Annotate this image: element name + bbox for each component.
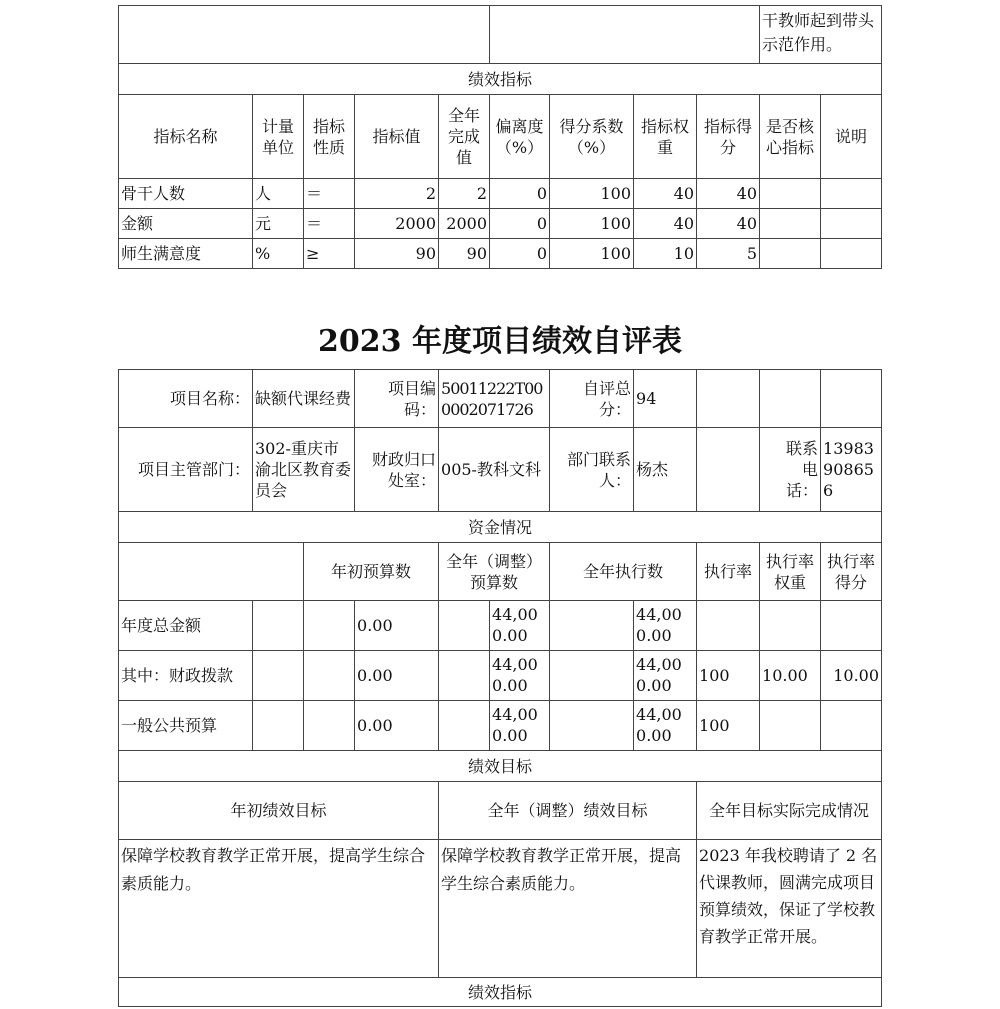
exec-rate-value xyxy=(697,601,760,651)
indicator-col-header: 指标得分 xyxy=(697,95,760,179)
empty-cell xyxy=(439,701,490,751)
empty-cell xyxy=(439,601,490,651)
indicator-cell: 元 xyxy=(253,209,304,239)
empty-cell xyxy=(697,428,760,512)
contact-value: 杨杰 xyxy=(634,428,697,512)
section-header-indicators-bottom: 绩效指标 xyxy=(119,978,882,1007)
prev-actual-text: 干教师起到带头示范作用。 xyxy=(760,6,882,64)
exec-score-value xyxy=(821,601,882,651)
col-executed: 全年执行数 xyxy=(550,543,697,601)
indicator-col-header: 说明 xyxy=(821,95,882,179)
funds-row-label: 其中：财政拨款 xyxy=(119,651,253,701)
indicator-cell xyxy=(821,209,882,239)
score-label: 自评总分： xyxy=(550,370,634,428)
exec-score-value xyxy=(821,701,882,751)
indicator-cell: 0 xyxy=(490,239,550,269)
section-header-indicators: 绩效指标 xyxy=(119,64,882,95)
executed-value: 44,000.00 xyxy=(634,701,697,751)
indicator-cell: 40 xyxy=(634,179,697,209)
indicator-cell xyxy=(760,179,821,209)
indicator-col-header: 全年完成值 xyxy=(439,95,490,179)
executed-value: 44,000.00 xyxy=(634,651,697,701)
indicator-cell: 骨干人数 xyxy=(119,179,253,209)
empty-cell xyxy=(550,601,634,651)
indicator-cell: ＝ xyxy=(304,209,355,239)
indicator-cell: 100 xyxy=(550,209,634,239)
initial-budget-value: 0.00 xyxy=(355,601,439,651)
indicator-col-header: 计量单位 xyxy=(253,95,304,179)
page-title: 2023 年度项目绩效自评表 xyxy=(318,324,682,359)
empty-cell xyxy=(697,370,760,428)
empty-cell xyxy=(253,651,304,701)
empty-cell xyxy=(304,601,355,651)
indicator-col-header: 是否核心指标 xyxy=(760,95,821,179)
adjusted-budget-value: 44,000.00 xyxy=(490,651,550,701)
indicator-cell: 90 xyxy=(439,239,490,269)
indicator-cell: ≥ xyxy=(304,239,355,269)
phone-label: 联系电话： xyxy=(760,428,821,512)
empty-cell xyxy=(304,701,355,751)
indicator-cell xyxy=(760,239,821,269)
indicator-cell: 0 xyxy=(490,209,550,239)
exec-score-value: 10.00 xyxy=(821,651,882,701)
empty-cell xyxy=(119,543,304,601)
indicator-cell: 0 xyxy=(490,179,550,209)
project-name-value: 缺额代课经费 xyxy=(253,370,355,428)
col-exec-rate: 执行率 xyxy=(697,543,760,601)
exec-weight-value xyxy=(760,601,821,651)
indicator-cell: ＝ xyxy=(304,179,355,209)
project-name-label: 项目名称： xyxy=(119,370,253,428)
exec-weight-value: 10.00 xyxy=(760,651,821,701)
initial-budget-value: 0.00 xyxy=(355,651,439,701)
indicator-cell: 10 xyxy=(634,239,697,269)
indicator-table-top xyxy=(118,5,882,269)
executed-value: 44,000.00 xyxy=(634,601,697,651)
empty-cell xyxy=(550,651,634,701)
indicator-cell: 5 xyxy=(697,239,760,269)
empty-cell xyxy=(550,701,634,751)
adjusted-budget-value: 44,000.00 xyxy=(490,701,550,751)
col-exec-score: 执行率得分 xyxy=(821,543,882,601)
indicator-cell xyxy=(821,179,882,209)
finance-value: 005-教科文科 xyxy=(439,428,550,512)
phone-value: 13983908656 xyxy=(821,428,882,512)
empty-cell xyxy=(253,601,304,651)
funds-row xyxy=(119,701,882,751)
col-actual-goal: 全年目标实际完成情况 xyxy=(697,782,882,840)
indicator-col-header: 指标性质 xyxy=(304,95,355,179)
indicator-row xyxy=(119,239,882,269)
indicator-cell: 2000 xyxy=(355,209,439,239)
indicator-row xyxy=(119,209,882,239)
empty-cell xyxy=(490,6,760,64)
funds-row xyxy=(119,601,882,651)
indicator-cell: % xyxy=(253,239,304,269)
initial-budget-value: 0.00 xyxy=(355,701,439,751)
dept-label: 项目主管部门： xyxy=(119,428,253,512)
contact-label: 部门联系人： xyxy=(550,428,634,512)
actual-goal-text: 2023 年我校聘请了 2 名代课教师，圆满完成项目预算绩效，保证了学校教育教学正常开展。 xyxy=(697,840,882,978)
initial-goal-text: 保障学校教育教学正常开展，提高学生综合素质能力。 xyxy=(119,840,439,978)
exec-weight-value xyxy=(760,701,821,751)
project-code-value: 50011222T000002071726 xyxy=(439,370,550,428)
indicator-cell: 金额 xyxy=(119,209,253,239)
empty-cell xyxy=(821,370,882,428)
section-header-funds: 资金情况 xyxy=(119,512,882,543)
indicator-cell: 2 xyxy=(439,179,490,209)
dept-value: 302-重庆市渝北区教育委员会 xyxy=(253,428,355,512)
funds-row xyxy=(119,651,882,701)
indicator-col-header: 得分系数（%） xyxy=(550,95,634,179)
empty-cell xyxy=(439,651,490,701)
score-value: 94 xyxy=(634,370,697,428)
exec-rate-value: 100 xyxy=(697,701,760,751)
indicator-cell: 40 xyxy=(634,209,697,239)
indicator-cell: 40 xyxy=(697,209,760,239)
indicator-cell xyxy=(760,209,821,239)
indicator-cell: 100 xyxy=(550,179,634,209)
indicator-cell: 40 xyxy=(697,179,760,209)
section-header-goals: 绩效目标 xyxy=(119,751,882,782)
funds-row-label: 年度总金额 xyxy=(119,601,253,651)
adjusted-goal-text: 保障学校教育教学正常开展，提高学生综合素质能力。 xyxy=(439,840,697,978)
col-initial-goal: 年初绩效目标 xyxy=(119,782,439,840)
indicator-cell: 人 xyxy=(253,179,304,209)
indicator-cell: 100 xyxy=(550,239,634,269)
indicator-cell: 90 xyxy=(355,239,439,269)
empty-cell xyxy=(760,370,821,428)
indicator-cell: 2000 xyxy=(439,209,490,239)
indicator-col-header: 指标权重 xyxy=(634,95,697,179)
indicator-col-header: 指标值 xyxy=(355,95,439,179)
funds-row-label: 一般公共预算 xyxy=(119,701,253,751)
indicator-cell xyxy=(821,239,882,269)
indicator-col-header: 指标名称 xyxy=(119,95,253,179)
exec-rate-value: 100 xyxy=(697,651,760,701)
indicator-cell: 师生满意度 xyxy=(119,239,253,269)
indicator-col-header: 偏离度（%） xyxy=(490,95,550,179)
project-code-label: 项目编码： xyxy=(355,370,439,428)
empty-cell xyxy=(253,701,304,751)
self-evaluation-table xyxy=(118,369,882,1007)
col-adjusted-goal: 全年（调整）绩效目标 xyxy=(439,782,697,840)
indicator-row xyxy=(119,179,882,209)
adjusted-budget-value: 44,000.00 xyxy=(490,601,550,651)
indicator-cell: 2 xyxy=(355,179,439,209)
col-adjusted-budget: 全年（调整）预算数 xyxy=(439,543,550,601)
col-exec-weight: 执行率权重 xyxy=(760,543,821,601)
empty-cell xyxy=(304,651,355,701)
col-initial-budget: 年初预算数 xyxy=(304,543,439,601)
finance-label: 财政归口处室： xyxy=(355,428,439,512)
empty-cell xyxy=(119,6,490,64)
